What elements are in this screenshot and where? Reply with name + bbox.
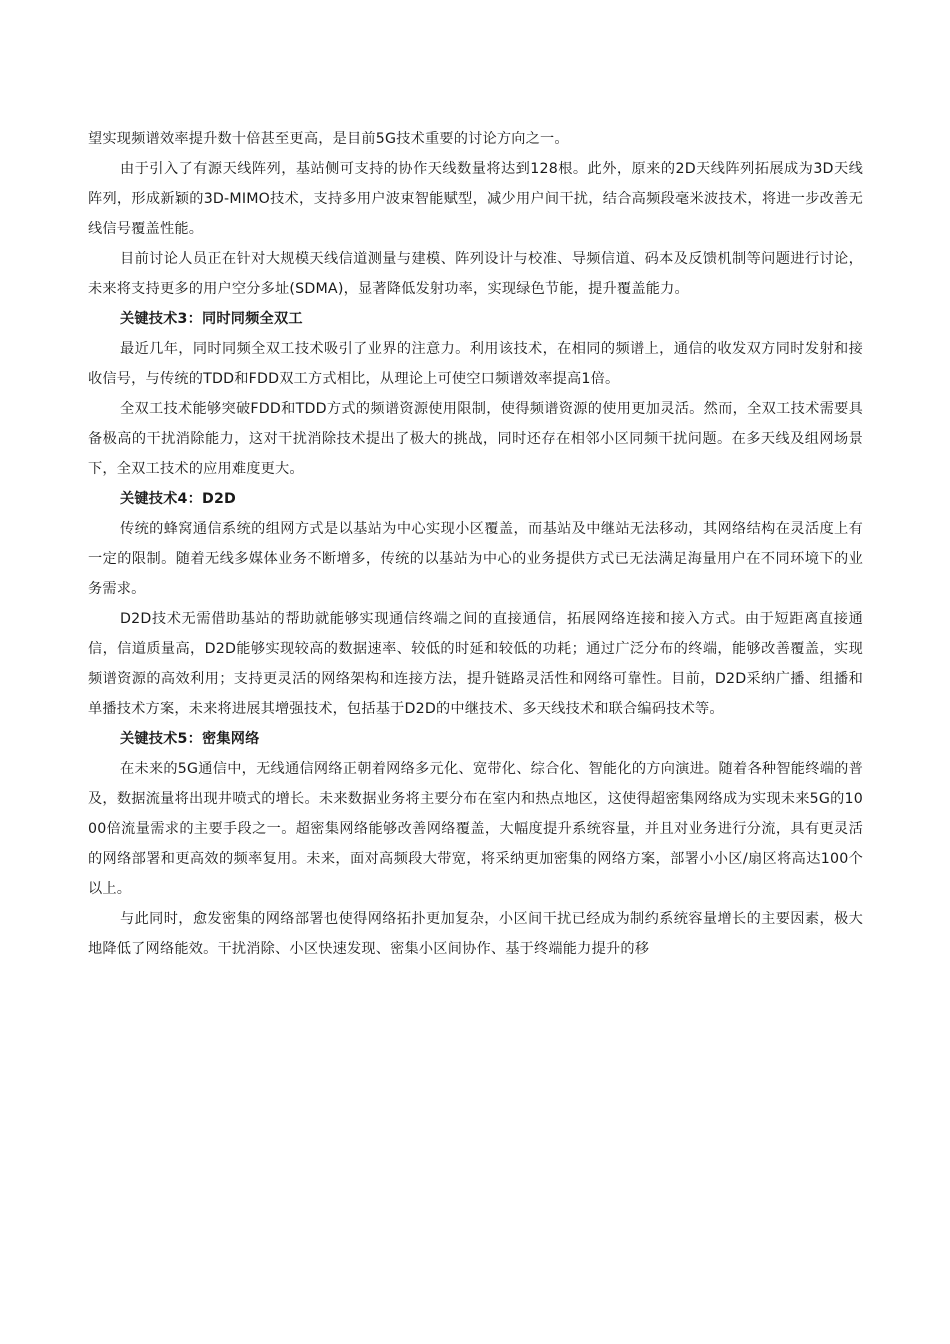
paragraph-massive-mimo-discussion: 目前讨论人员正在针对大规模天线信道测量与建模、阵列设计与校准、导频信道、码本及反馈机制等问题进行讨论，未来将支持更多的用户空分多址(SDMA)，显著降低发射功率，实现绿色节能，提升覆盖能力。 bbox=[88, 251, 863, 297]
paragraph-continuation: 望实现频谱效率提升数十倍甚至更高，是目前5G技术重要的讨论方向之一。 bbox=[88, 131, 569, 147]
document-body bbox=[88, 124, 863, 964]
heading-key-tech-3: 关键技术3：同时同频全双工 bbox=[120, 311, 303, 327]
paragraph-full-duplex-intro: 最近几年，同时同频全双工技术吸引了业界的注意力。利用该技术，在相同的频谱上，通信的收发双方同时发射和接收信号，与传统的TDD和FDD双工方式相比，从理论上可使空口频谱效率提高1倍。 bbox=[88, 341, 863, 387]
paragraph-d2d-technology: D2D技术无需借助基站的帮助就能够实现通信终端之间的直接通信，拓展网络连接和接入方式。由于短距离直接通信，信道质量高，D2D能够实现较高的数据速率、较低的时延和较低的功耗；通过广泛分布的终端，能够改善覆盖，实现频谱资源的高效利用；支持更灵活的网络架构和连接方法，提升链路灵活性和网络可靠性。目前，D2D采纳广播、组播和单播技术方案，未来将进展其增强技术，包括基于D2D的中继技术、多天线技术和联合编码技术等。 bbox=[88, 611, 863, 717]
paragraph-dense-network-intro: 在未来的5G通信中，无线通信网络正朝着网络多元化、宽带化、综合化、智能化的方向演进。随着各种智能终端的普及，数据流量将出现井喷式的增长。未来数据业务将主要分布在室内和热点地区，这使得超密集网络成为实现未来5G的1000倍流量需求的主要手段之一。超密集网络能够改善网络覆盖，大幅度提升系统容量，并且对业务进行分流，具有更灵活的网络部署和更高效的频率复用。未来，面对高频段大带宽，将采纳更加密集的网络方案，部署小小区/扇区将高达100个以上。 bbox=[88, 761, 863, 897]
paragraph-full-duplex-challenges: 全双工技术能够突破FDD和TDD方式的频谱资源使用限制，使得频谱资源的使用更加灵活。然而，全双工技术需要具备极高的干扰消除能力，这对干扰消除技术提出了极大的挑战，同时还存在相邻小区同频干扰问题。在多天线及组网场景下，全双工技术的应用难度更大。 bbox=[88, 401, 863, 477]
heading-key-tech-4: 关键技术4：D2D bbox=[120, 491, 237, 507]
paragraph-cellular-limits: 传统的蜂窝通信系统的组网方式是以基站为中心实现小区覆盖，而基站及中继站无法移动，其网络结构在灵活度上有一定的限制。随着无线多媒体业务不断增多，传统的以基站为中心的业务提供方式已无法满足海量用户在不同环境下的业务需求。 bbox=[88, 521, 863, 597]
paragraph-active-antenna: 由于引入了有源天线阵列，基站侧可支持的协作天线数量将达到128根。此外，原来的2D天线阵列拓展成为3D天线阵列，形成新颖的3D-MIMO技术，支持多用户波束智能赋型，减少用户间干扰，结合高频段毫米波技术，将进一步改善无线信号覆盖性能。 bbox=[88, 161, 863, 237]
heading-key-tech-5: 关键技术5：密集网络 bbox=[120, 731, 260, 747]
paragraph-dense-network-interference: 与此同时，愈发密集的网络部署也使得网络拓扑更加复杂，小区间干扰已经成为制约系统容量增长的主要因素，极大地降低了网络能效。干扰消除、小区快速发现、密集小区间协作、基于终端能力提升的移 bbox=[88, 911, 863, 957]
